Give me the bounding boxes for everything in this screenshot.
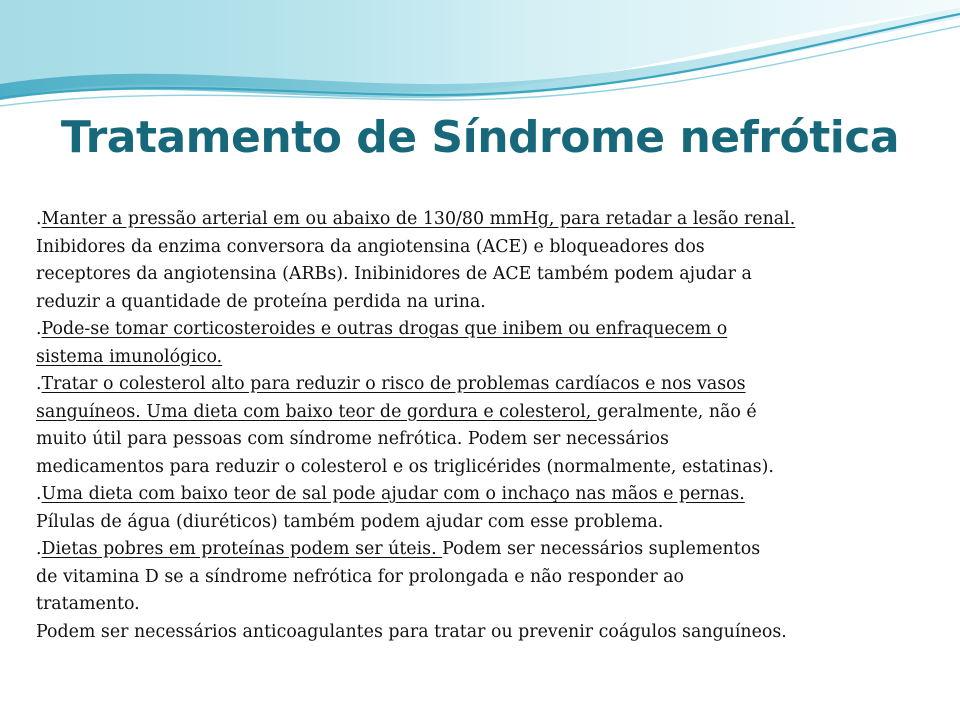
slide-title: Tratamento de Síndrome nefrótica [60,112,900,163]
body-line [36,481,916,509]
underlined-text: Uma dieta com baixo teor de sal pode ajudar com o inchaço nas mãos e pernas. [41,484,745,504]
body-line [36,316,916,344]
body-line [36,564,916,592]
text-segment: . [36,209,42,229]
body-line [36,371,916,399]
text-segment: geralmente, não é [596,401,757,422]
body-line [36,399,916,427]
text-segment: medicamentos para reduzir o colesterol e os triglicérides (normalmente, estatinas). [36,456,774,477]
underlined-text: Tratar o colesterol alto para reduzir o risco de problemas cardíacos e nos vasos [41,374,746,394]
body-line [36,426,916,454]
text-segment: . [36,374,42,394]
text-segment: receptores da angiotensina (ARBs). Inibinidores de ACE também podem ajudar a [36,264,752,284]
text-segment: Inibidores da enzima conversora da angiotensina (ACE) e bloqueadores dos [36,236,705,257]
underlined-text: Dietas pobres em proteínas podem ser úteis. [41,539,443,559]
body-line [36,509,916,537]
underlined-text: sanguíneos. Uma dieta com baixo teor de gordura e colesterol, [36,401,597,422]
text-segment: Podem ser necessários suplementos [442,539,761,559]
text-segment: . [36,319,42,339]
text-segment: reduzir a quantidade de proteína perdida na urina. [36,291,486,312]
text-segment: . [36,539,42,559]
body-line [36,206,916,234]
body-line [36,289,916,317]
text-segment: . [36,484,42,504]
underlined-text: sistema imunológico. [36,346,223,367]
body-line [36,536,916,564]
text-segment: tratamento. [36,594,140,614]
text-segment: Podem ser necessários anticoagulantes para tratar ou prevenir coágulos sanguíneos. [36,621,787,642]
body-line [36,234,916,262]
underlined-text: Pode-se tomar corticosteroides e outras drogas que inibem ou enfraquecem o [41,319,728,339]
underlined-text: Manter a pressão arterial em ou abaixo de 130/80 mmHg, para retadar a lesão renal. [41,209,796,229]
body-line [36,261,916,289]
text-segment: Pílulas de água (diuréticos) também podem ajudar com esse problema. [36,511,664,532]
text-segment: de vitamina D se a síndrome nefrótica for prolongada e não responder ao [36,566,685,587]
body-line [36,619,916,647]
text-segment: muito útil para pessoas com síndrome nefrótica. Podem ser necessários [36,429,669,449]
body-text [36,206,916,646]
body-line [36,454,916,482]
body-line [36,591,916,619]
body-line [36,344,916,372]
